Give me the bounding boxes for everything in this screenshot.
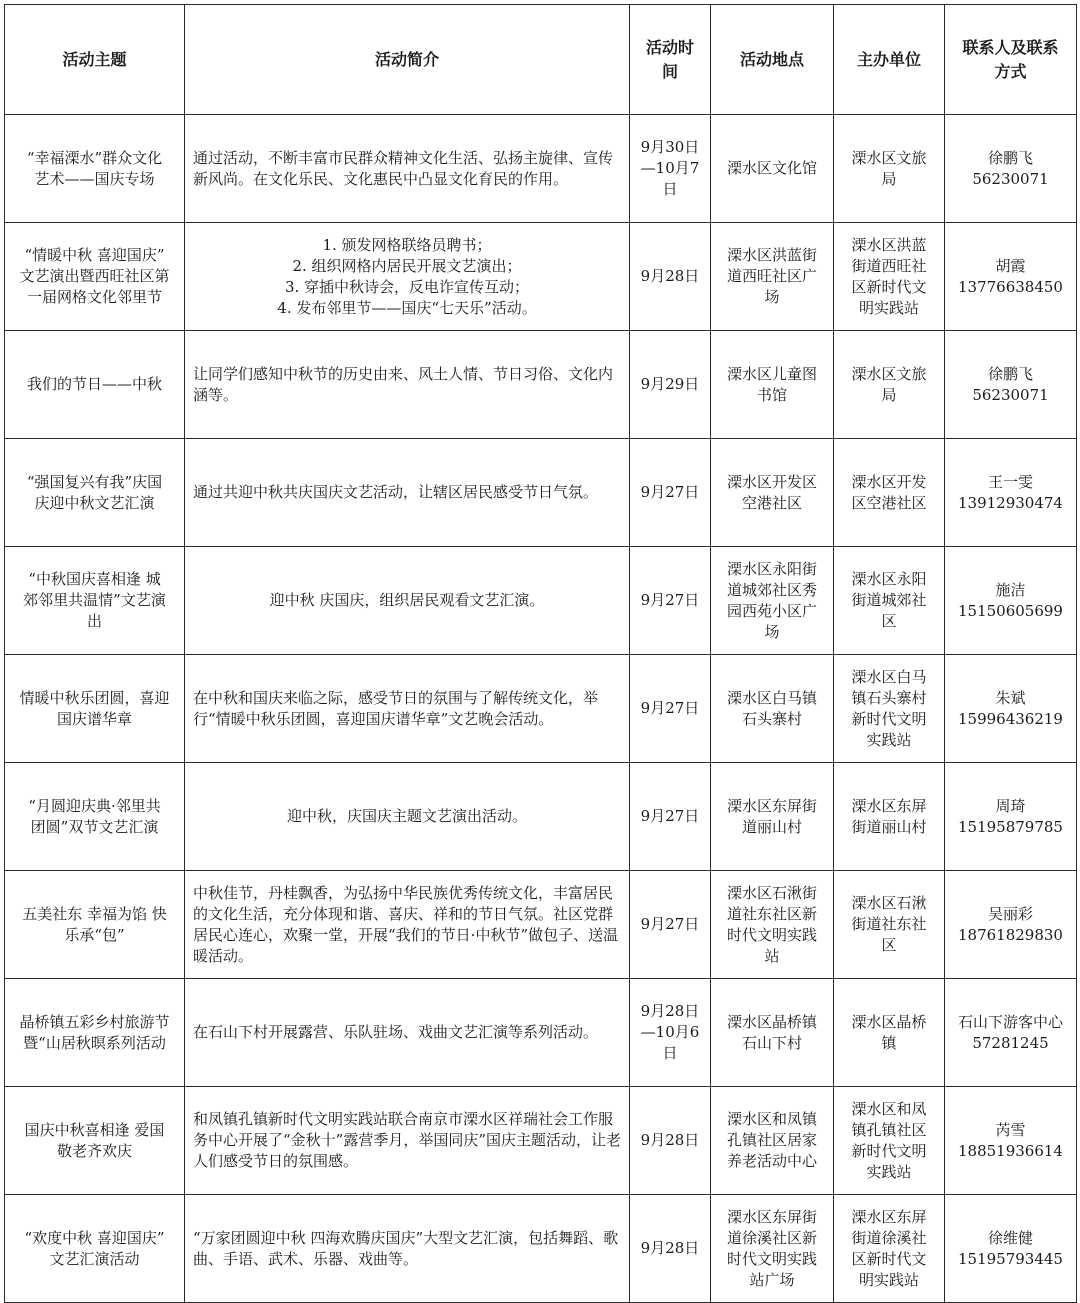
cell-description: 在石山下村开展露营、乐队驻场、戏曲文艺汇演等系列活动。 [185, 979, 630, 1087]
cell-location: 溧水区文化馆 [711, 115, 834, 223]
cell-description: 让同学们感知中秋节的历史由来、风土人情、节日习俗、文化内涵等。 [185, 331, 630, 439]
cell-location: 溧水区洪蓝街 道西旺社区广 场 [711, 223, 834, 331]
table-row [5, 115, 1077, 223]
cell-contact: 王一雯 13912930474 [945, 439, 1077, 547]
cell-location: 溧水区儿童图 书馆 [711, 331, 834, 439]
cell-location: 溧水区东屏街 道徐溪社区新 时代文明实践 站广场 [711, 1195, 834, 1303]
activity-table [4, 4, 1077, 1303]
cell-location: 溧水区晶桥镇 石山下村 [711, 979, 834, 1087]
cell-contact: 徐鹏飞 56230071 [945, 331, 1077, 439]
cell-contact: 吴丽彩 18761829830 [945, 871, 1077, 979]
cell-location: 溧水区白马镇 石头寨村 [711, 655, 834, 763]
cell-theme: “月圆迎庆典·邻里共 团圆”双节文艺汇演 [5, 763, 185, 871]
cell-location: 溧水区和凤镇 孔镇社区居家 养老活动中心 [711, 1087, 834, 1195]
cell-theme: 晶桥镇五彩乡村旅游节 暨“山居秋暝系列活动 [5, 979, 185, 1087]
cell-description: 1. 颁发网格联络员聘书； 2. 组织网格内居民开展文艺演出； 3. 穿插中秋诗会，反电诈宣传互动； 4. 发布邻里节——国庆“七天乐”活动。 [185, 223, 630, 331]
header-row [5, 5, 1077, 115]
cell-organizer: 溧水区洪蓝 街道西旺社 区新时代文 明实践站 [834, 223, 945, 331]
cell-theme: “情暖中秋 喜迎国庆” 文艺演出暨西旺社区第 一届网格文化邻里节 [5, 223, 185, 331]
cell-description: 迎中秋 庆国庆，组织居民观看文艺汇演。 [185, 547, 630, 655]
cell-theme: 国庆中秋喜相逢 爱国 敬老齐欢庆 [5, 1087, 185, 1195]
cell-theme: 我们的节日——中秋 [5, 331, 185, 439]
table-row [5, 655, 1077, 763]
cell-theme: “幸福溧水”群众文化 艺术——国庆专场 [5, 115, 185, 223]
table-row [5, 1195, 1077, 1303]
cell-organizer: 溧水区晶桥 镇 [834, 979, 945, 1087]
cell-location: 溧水区永阳街 道城郊社区秀 园西苑小区广 场 [711, 547, 834, 655]
header-time: 活动时 间 [630, 5, 711, 115]
cell-contact: 施洁 15150605699 [945, 547, 1077, 655]
cell-contact: 徐维健 15195793445 [945, 1195, 1077, 1303]
cell-time: 9月27日 [630, 547, 711, 655]
cell-time: 9月30日 —10月7 日 [630, 115, 711, 223]
table-row [5, 439, 1077, 547]
cell-organizer: 溧水区白马 镇石头寨村 新时代文明 实践站 [834, 655, 945, 763]
table-row [5, 223, 1077, 331]
cell-theme: “欢度中秋 喜迎国庆” 文艺汇演活动 [5, 1195, 185, 1303]
table-row [5, 763, 1077, 871]
table-row [5, 1087, 1077, 1195]
cell-contact: 石山下游客中心 57281245 [945, 979, 1077, 1087]
header-location: 活动地点 [711, 5, 834, 115]
cell-time: 9月27日 [630, 439, 711, 547]
cell-description: 通过活动，不断丰富市民群众精神文化生活、弘扬主旋律、宣传新风尚。在文化乐民、文化惠民中凸显文化育民的作用。 [185, 115, 630, 223]
cell-location: 溧水区开发区 空港社区 [711, 439, 834, 547]
cell-time: 9月28日 [630, 1087, 711, 1195]
cell-time: 9月27日 [630, 871, 711, 979]
cell-time: 9月27日 [630, 763, 711, 871]
cell-contact: 朱斌 15996436219 [945, 655, 1077, 763]
cell-organizer: 溧水区永阳 街道城郊社 区 [834, 547, 945, 655]
cell-time: 9月28日 [630, 223, 711, 331]
header-theme: 活动主题 [5, 5, 185, 115]
cell-theme: 情暖中秋乐团圆，喜迎 国庆谱华章 [5, 655, 185, 763]
cell-organizer: 溧水区文旅 局 [834, 115, 945, 223]
cell-theme: “强国复兴有我”庆国 庆迎中秋文艺汇演 [5, 439, 185, 547]
cell-description: “万家团圆迎中秋 四海欢腾庆国庆”大型文艺汇演，包括舞蹈、歌曲、手语、武术、乐器、戏曲等。 [185, 1195, 630, 1303]
cell-theme: 五美社东 幸福为馅 快 乐承“包” [5, 871, 185, 979]
cell-organizer: 溧水区开发 区空港社区 [834, 439, 945, 547]
cell-time: 9月27日 [630, 655, 711, 763]
cell-organizer: 溧水区和凤 镇孔镇社区 新时代文明 实践站 [834, 1087, 945, 1195]
header-contact: 联系人及联系 方式 [945, 5, 1077, 115]
cell-contact: 芮雪 18851936614 [945, 1087, 1077, 1195]
header-description: 活动简介 [185, 5, 630, 115]
cell-time: 9月28日 [630, 1195, 711, 1303]
cell-organizer: 溧水区东屏 街道徐溪社 区新时代文 明实践站 [834, 1195, 945, 1303]
cell-description: 通过共迎中秋共庆国庆文艺活动，让辖区居民感受节日气氛。 [185, 439, 630, 547]
table-row [5, 871, 1077, 979]
cell-location: 溧水区石湫街 道社东社区新 时代文明实践 站 [711, 871, 834, 979]
table-row [5, 979, 1077, 1087]
table-row [5, 331, 1077, 439]
table-row [5, 547, 1077, 655]
cell-theme: “中秋国庆喜相逢 城 郊邻里共温情”文艺演 出 [5, 547, 185, 655]
cell-time: 9月29日 [630, 331, 711, 439]
cell-location: 溧水区东屏街 道丽山村 [711, 763, 834, 871]
cell-organizer: 溧水区文旅 局 [834, 331, 945, 439]
header-organizer: 主办单位 [834, 5, 945, 115]
cell-description: 迎中秋，庆国庆主题文艺演出活动。 [185, 763, 630, 871]
cell-contact: 胡霞 13776638450 [945, 223, 1077, 331]
cell-description: 和凤镇孔镇新时代文明实践站联合南京市溧水区祥瑞社会工作服务中心开展了“金秋十”露营季月，举国同庆”国庆主题活动，让老人们感受节日的氛围感。 [185, 1087, 630, 1195]
cell-organizer: 溧水区东屏 街道丽山村 [834, 763, 945, 871]
cell-contact: 徐鹏飞 56230071 [945, 115, 1077, 223]
cell-contact: 周琦 15195879785 [945, 763, 1077, 871]
cell-organizer: 溧水区石湫 街道社东社 区 [834, 871, 945, 979]
cell-time: 9月28日 —10月6 日 [630, 979, 711, 1087]
cell-description: 中秋佳节，丹桂飘香，为弘扬中华民族优秀传统文化，丰富居民的文化生活，充分体现和谐、喜庆、祥和的节日气氛。社区党群居民心连心，欢聚一堂，开展“我们的节日·中秋节”做包子、送温暖活动。 [185, 871, 630, 979]
cell-description: 在中秋和国庆来临之际，感受节日的氛围与了解传统文化，举行“情暖中秋乐团圆，喜迎国庆谱华章”文艺晚会活动。 [185, 655, 630, 763]
